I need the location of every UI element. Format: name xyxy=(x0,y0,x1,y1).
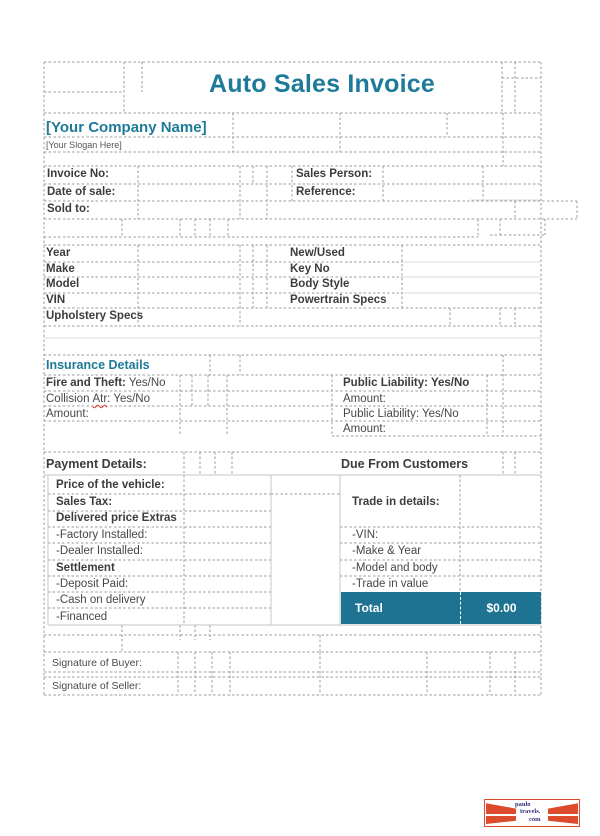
invoice-no-field[interactable] xyxy=(139,167,239,183)
make-field[interactable] xyxy=(139,263,239,276)
total-value: $0.00 xyxy=(486,601,517,615)
date-of-sale-label: Date of sale: xyxy=(47,186,116,198)
powertrain-specs-field[interactable] xyxy=(403,294,540,307)
company-name: [Your Company Name] xyxy=(46,119,207,136)
trade-in-details-label: Trade in details: xyxy=(352,496,440,508)
model-field[interactable] xyxy=(139,278,239,292)
sales-person-field[interactable] xyxy=(384,167,482,183)
deposit-paid-label: -Deposit Paid: xyxy=(56,578,129,590)
collision-word: Collision xyxy=(46,393,90,405)
new-used-label: New/Used xyxy=(290,247,345,259)
trade-make-year-label: -Make & Year xyxy=(352,545,422,557)
reference-label: Reference: xyxy=(296,186,356,198)
cash-on-delivery-label: -Cash on delivery xyxy=(56,594,146,606)
insurance-heading: Insurance Details xyxy=(46,358,150,372)
trade-in-value-label: -Trade in value xyxy=(352,578,429,590)
sales-tax-label: Sales Tax: xyxy=(56,496,113,508)
public-liability-label-1: Public Liability: Yes/No xyxy=(343,377,470,389)
settlement-label: Settlement xyxy=(56,562,115,574)
year-label: Year xyxy=(46,247,71,259)
collision-row xyxy=(46,394,150,406)
logo-left-stripe-bottom xyxy=(486,816,516,824)
trade-vin-label: -VIN: xyxy=(352,529,379,541)
company-slogan: [Your Slogan Here] xyxy=(46,140,122,150)
payment-details-heading: Payment Details: xyxy=(46,457,147,471)
logo-word-2: travels. xyxy=(520,808,541,816)
factory-installed-label: -Factory Installed: xyxy=(56,529,148,541)
delivered-price-extras-label: Delivered price Extras xyxy=(56,512,177,524)
fire-theft-label: Fire and Theft: xyxy=(46,377,126,389)
amount-right-label-1: Amount: xyxy=(343,393,386,405)
date-of-sale-field[interactable] xyxy=(139,185,239,200)
buyer-signature-field[interactable] xyxy=(240,652,540,672)
body-style-label: Body Style xyxy=(290,278,350,290)
financed-label: -Financed xyxy=(56,611,108,623)
make-label: Make xyxy=(46,263,75,275)
key-no-label: Key No xyxy=(290,263,330,275)
logo-text xyxy=(515,801,553,823)
logo-word-3: com xyxy=(529,815,541,823)
vin-label: VIN xyxy=(46,294,66,306)
collision-rest: : Yes/No xyxy=(107,393,151,405)
body-style-field[interactable] xyxy=(403,278,540,292)
logo-left-stripe-top xyxy=(486,802,516,814)
amount-right-label-2: Amount: xyxy=(343,423,386,435)
trade-model-body-label: -Model and body xyxy=(352,562,438,574)
upholstery-specs-field[interactable] xyxy=(139,309,239,325)
upholstery-specs-label: Upholstery Specs xyxy=(46,310,144,322)
seller-signature-field[interactable] xyxy=(240,677,540,695)
paulo-travels-logo xyxy=(484,799,580,827)
vin-field[interactable] xyxy=(139,294,239,307)
total-label: Total xyxy=(355,601,383,615)
due-from-customers-heading: Due From Customers xyxy=(341,457,469,471)
signature-of-buyer-label: Signature of Buyer: xyxy=(52,657,142,669)
collision-typo-word: Atr xyxy=(92,393,108,405)
year-field[interactable] xyxy=(139,246,239,261)
invoice-no-label: Invoice No: xyxy=(47,168,109,180)
total-value-cell xyxy=(460,592,542,624)
price-of-vehicle-label: Price of the vehicle: xyxy=(56,479,165,491)
model-label: Model xyxy=(46,278,80,290)
fire-theft-row xyxy=(46,378,166,390)
reference-field[interactable] xyxy=(384,185,482,200)
dealer-installed-label: -Dealer Installed: xyxy=(56,545,143,557)
page-title: Auto Sales Invoice xyxy=(209,70,435,98)
new-used-field[interactable] xyxy=(403,246,540,261)
powertrain-specs-label: Powertrain Specs xyxy=(290,294,387,306)
key-no-field[interactable] xyxy=(403,263,540,276)
sold-to-label: Sold to: xyxy=(47,203,90,215)
sold-to-field[interactable] xyxy=(139,202,239,218)
logo-word-1: paulo xyxy=(515,801,531,808)
sales-person-label: Sales Person: xyxy=(296,168,373,180)
fire-theft-value: Yes/No xyxy=(128,377,166,389)
amount-left-label: Amount: xyxy=(46,408,89,420)
total-bar xyxy=(341,592,541,624)
public-liability-label-2: Public Liability: Yes/No xyxy=(343,408,459,420)
signature-of-seller-label: Signature of Seller: xyxy=(52,680,142,692)
